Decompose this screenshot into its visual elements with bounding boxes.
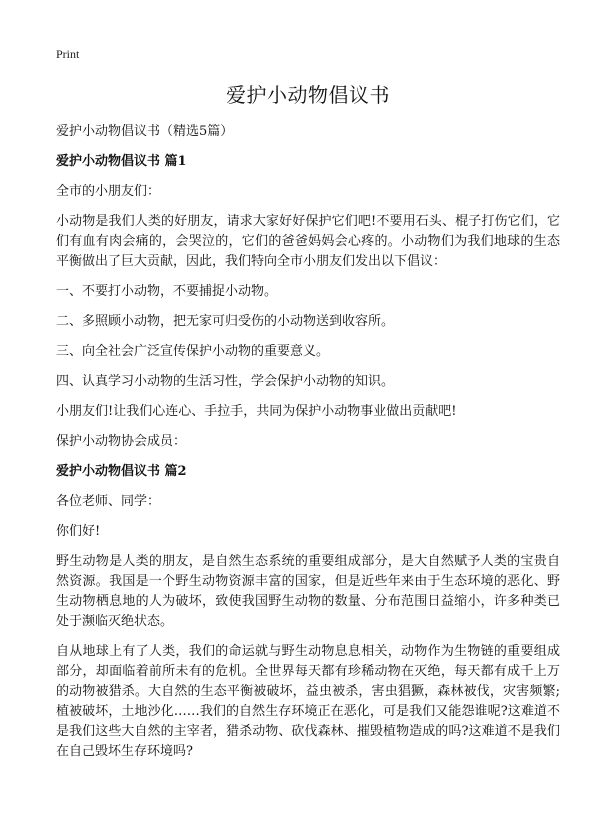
section-2-hello: 你们好! bbox=[56, 524, 101, 539]
document-subtitle: 爱护小动物倡议书（精选5篇） bbox=[56, 124, 234, 139]
section-1-item-4: 四、认真学习小动物的生活习性，学会保护小动物的知识。 bbox=[56, 374, 395, 389]
section-2-greeting: 各位老师、同学： bbox=[56, 494, 161, 509]
section-1-item-3: 三、向全社会广泛宣传保护小动物的重要意义。 bbox=[56, 344, 330, 359]
print-link[interactable]: Print bbox=[56, 47, 80, 61]
section-1-greeting: 全市的小朋友们： bbox=[56, 184, 161, 199]
section-2-paragraph-1: 野生动物是人类的朋友，是自然生态系统的重要组成部分，是大自然赋予人类的宝贵自然资源。我国是一个野生动物资源丰富的国家，但是近些年来由于生态环境的恶化、野生动物栖息地的人为破坏，致使我国野生动物的数量、分布范围日益缩小，许多种类已处于濒临灭绝状态。 bbox=[56, 554, 560, 629]
section-1-item-1: 一、不要打小动物，不要捕捉小动物。 bbox=[56, 284, 278, 299]
section-2-heading: 爱护小动物倡议书 篇2 bbox=[56, 464, 187, 479]
section-1-item-2: 二、多照顾小动物，把无家可归受伤的小动物送到收容所。 bbox=[56, 314, 395, 329]
section-1-closing: 小朋友们!让我们心连心、手拉手，共同为保护小动物事业做出贡献吧! bbox=[56, 404, 457, 419]
section-2-paragraph-2: 自从地球上有了人类，我们的命运就与野生动物息息相关，动物作为生物链的重要组成部分，却面临着前所未有的危机。全世界每天都有珍稀动物在灭绝，每天都有成千上万的动物被猎杀。大自然的生态平衡被破坏，益虫被杀，害虫猖獗，森林被伐，灾害频繁;植被破坏，土地沙化……我们的自然生存环境正在恶化，可是我们又能怨谁呢?这难道不是我们这些大自然的主宰者，猎杀动物、砍伐森林、摧毁植物造成的吗?这难道不是我们在自己毁坏生存环境吗? bbox=[56, 644, 560, 759]
section-1-paragraph: 小动物是我们人类的好朋友，请求大家好好保护它们吧!不要用石头、棍子打伤它们，它们有血有肉会痛的，会哭泣的，它们的爸爸妈妈会心疼的。小动物们为我们地球的生态平衡做出了巨大贡献，因此，我们特向全市小朋友们发出以下倡议： bbox=[56, 214, 560, 269]
section-1-heading: 爱护小动物倡议书 篇1 bbox=[56, 154, 187, 169]
document-title: 爱护小动物倡议书 bbox=[226, 83, 390, 107]
section-1-signature: 保护小动物协会成员： bbox=[56, 434, 187, 449]
